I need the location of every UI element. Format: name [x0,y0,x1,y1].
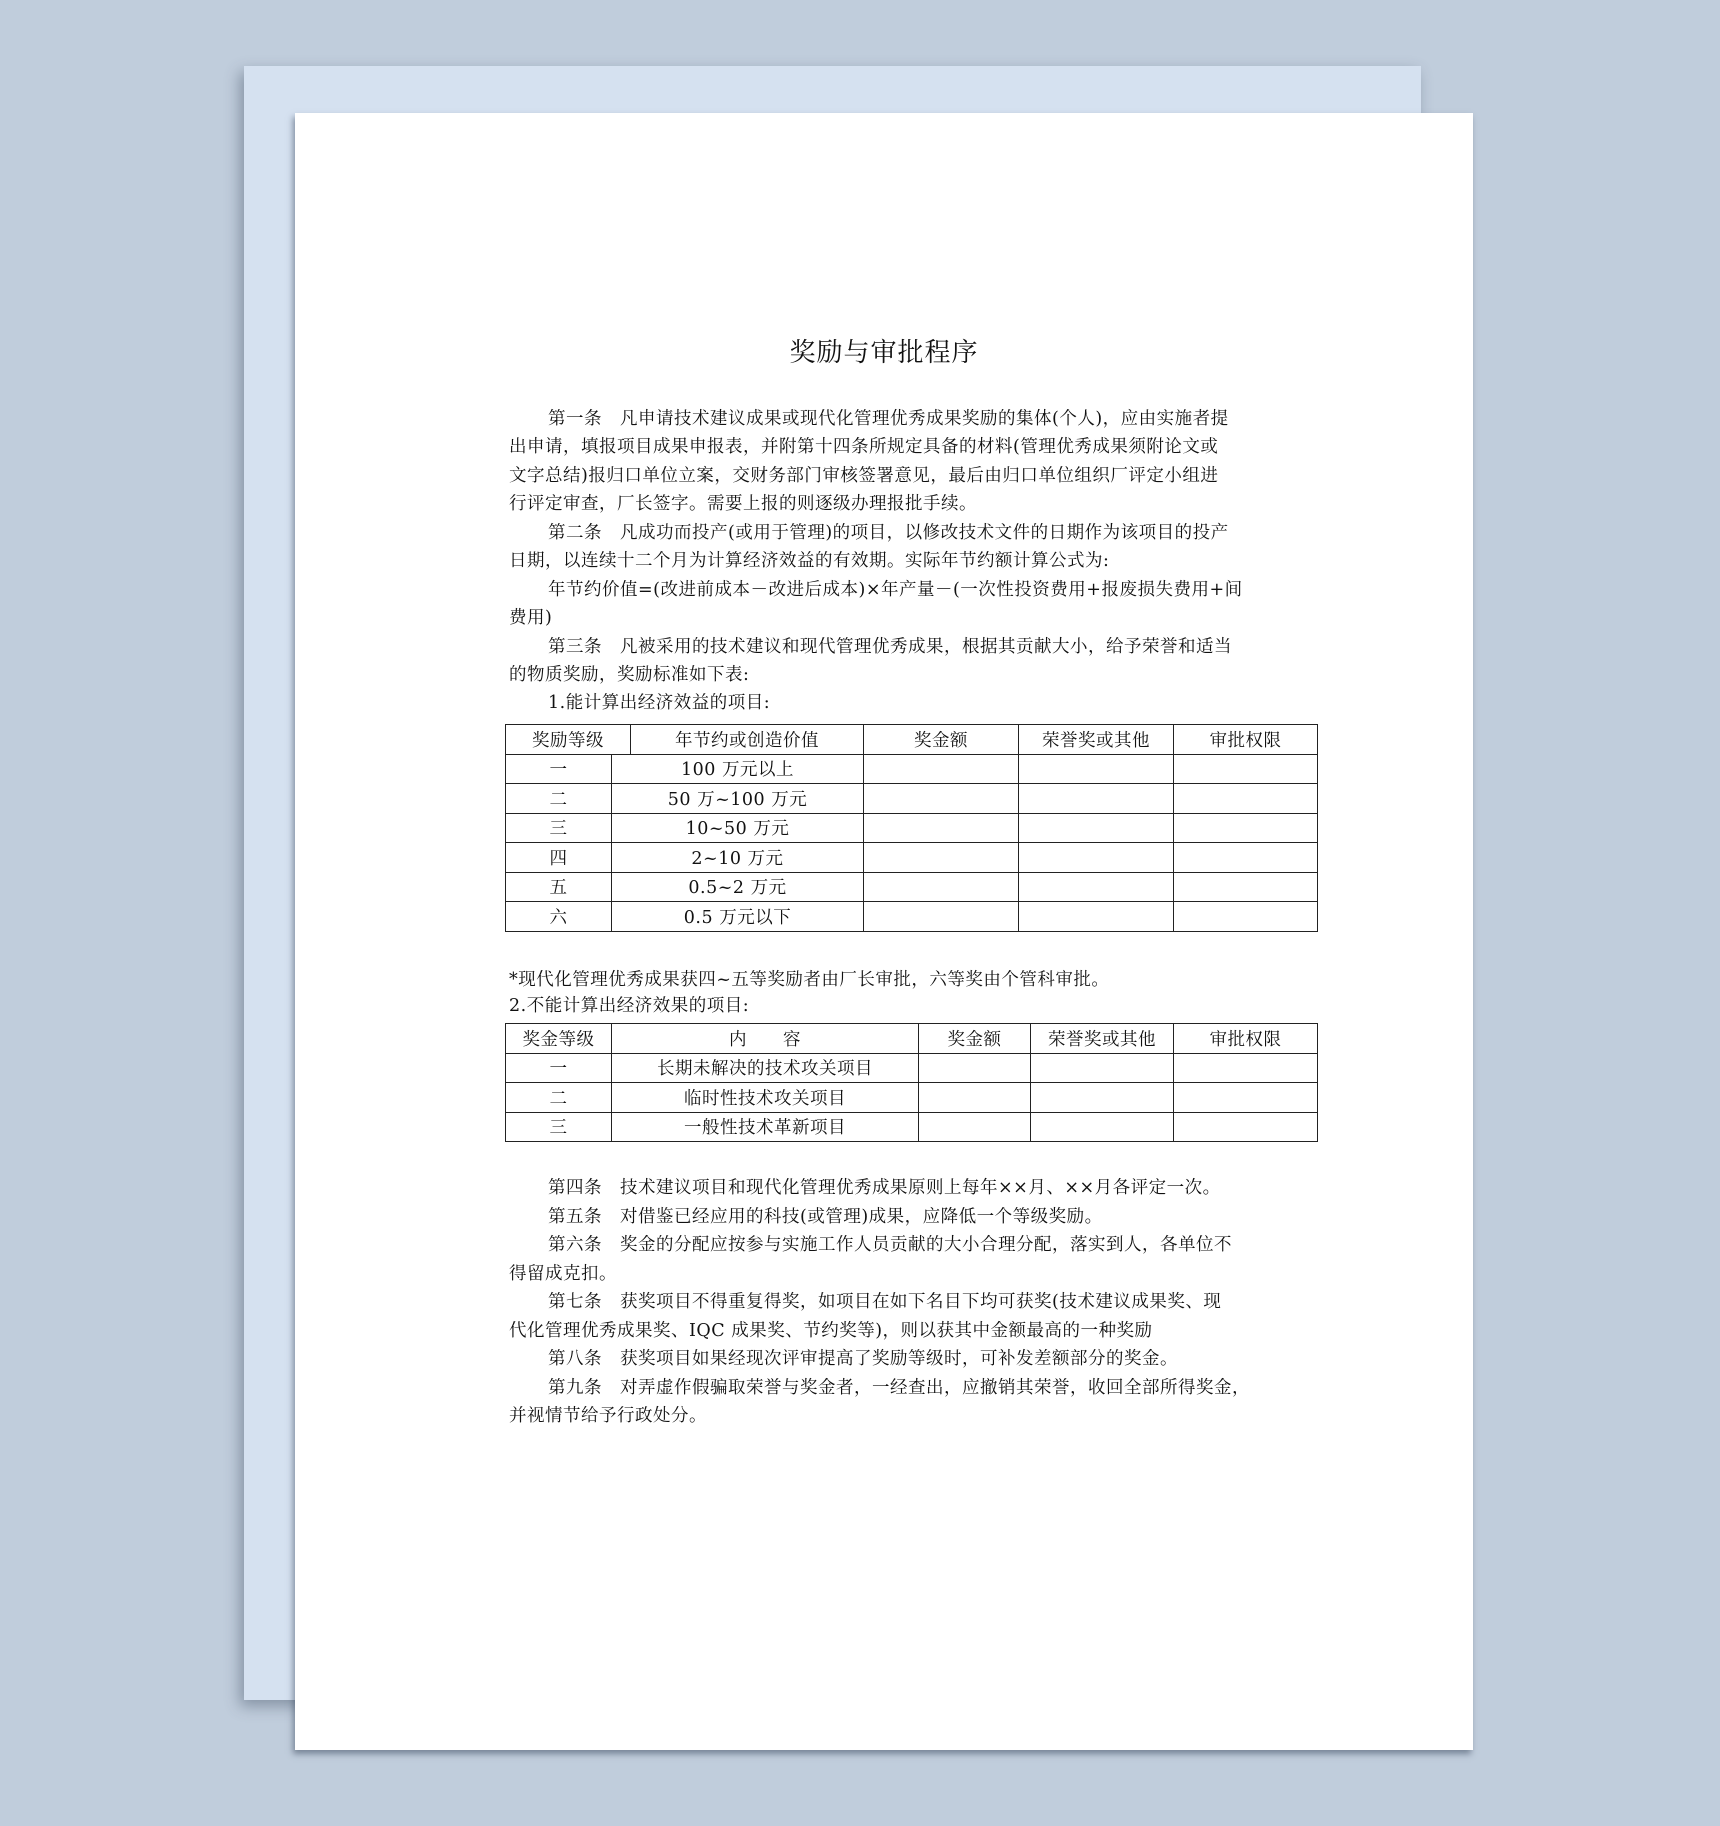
article-1-line-3: 文字总结)报归口单位立案，交财务部门审核签署意见，最后由归口单位组织厂评定小组进 [509,466,1219,486]
formula-line-2: 费用) [509,608,553,628]
honor-cell [1019,902,1174,932]
value-cell: 100 万元以上 [612,754,864,784]
article-1-line-4: 行评定审查，厂长签字。需要上报的则逐级办理报批手续。 [509,494,977,514]
article-2-line-2: 日期，以连续十二个月为计算经济效益的有效期。实际年节约额计算公式为: [509,551,1110,571]
authority-cell [1174,754,1318,784]
article-label: 第七条 [548,1292,602,1312]
level-cell: 三 [506,813,612,843]
value-cell: 0.5 万元以下 [612,902,864,932]
article-3-line-1 [548,635,1318,659]
header-cell: 审批权限 [1174,725,1318,755]
amount-cell [864,784,1019,814]
table-row [506,813,1318,843]
header-cell: 奖金额 [864,725,1019,755]
article-4-line-1 [548,1176,1318,1200]
header-cell: 内 容 [612,1024,919,1054]
article-text: 对借鉴已经应用的科技(或管理)成果，应降低一个等级奖励。 [620,1207,1103,1227]
amount-cell [864,902,1019,932]
article-6-line-1 [548,1233,1318,1257]
article-3-line-2: 的物质奖励，奖励标准如下表: [509,665,750,685]
article-text: 凡成功而投产(或用于管理)的项目，以修改技术文件的日期作为该项目的投产 [620,523,1229,543]
article-7-line-1 [548,1290,1318,1314]
table-row [506,1053,1318,1083]
table-row [506,902,1318,932]
article-8-line-1 [548,1347,1318,1371]
table-header-row [506,725,1318,755]
article-1-line-1 [548,407,1318,431]
honor-cell [1019,813,1174,843]
table-row [506,754,1318,784]
article-2-line-1 [548,521,1318,545]
honor-cell [1019,843,1174,873]
header-cell: 奖金额 [919,1024,1031,1054]
authority-cell [1174,784,1318,814]
article-label: 第一条 [548,409,602,429]
table-row [506,1083,1318,1113]
honor-cell [1031,1112,1174,1142]
amount-cell [864,872,1019,902]
honor-cell [1031,1083,1174,1113]
article-5-line-1 [548,1205,1318,1229]
document-page [295,113,1473,1750]
authority-cell [1174,902,1318,932]
authority-cell [1174,1083,1318,1113]
level-cell: 二 [506,1083,612,1113]
amount-cell [864,754,1019,784]
level-cell: 三 [506,1112,612,1142]
value-cell: 0.5~2 万元 [612,872,864,902]
level-cell: 二 [506,784,612,814]
amount-cell [919,1112,1031,1142]
table-row [506,843,1318,873]
content-cell: 一般性技术革新项目 [612,1112,919,1142]
authority-cell [1174,872,1318,902]
level-cell: 一 [506,754,612,784]
authority-cell [1174,1112,1318,1142]
amount-cell [919,1053,1031,1083]
section-2-heading: 2.不能计算出经济效果的项目: [509,996,750,1016]
level-cell: 六 [506,902,612,932]
value-cell: 10~50 万元 [612,813,864,843]
article-label: 第八条 [548,1349,602,1369]
article-label: 第四条 [548,1178,602,1198]
honor-cell [1019,784,1174,814]
authority-cell [1174,843,1318,873]
article-label: 第五条 [548,1207,602,1227]
article-label: 第九条 [548,1378,602,1398]
article-9-line-1 [548,1376,1318,1400]
article-text: 对弄虚作假骗取荣誉与奖金者，一经查出，应撤销其荣誉，收回全部所得奖金， [620,1378,1250,1398]
header-cell: 审批权限 [1174,1024,1318,1054]
value-cell: 50 万~100 万元 [612,784,864,814]
header-cell: 奖励等级 [506,725,631,755]
table-row [506,784,1318,814]
article-9-line-2: 并视情节给予行政处分。 [509,1406,707,1426]
level-cell: 一 [506,1053,612,1083]
table-header-row [506,1024,1318,1054]
formula-line-1: 年节约价值=(改进前成本－改进后成本)×年产量－(一次性投资费用+报废损失费用+间 [548,580,1243,600]
article-text: 获奖项目如果经现次评审提高了奖励等级时，可补发差额部分的奖金。 [620,1349,1178,1369]
table-row [506,1112,1318,1142]
authority-cell [1174,813,1318,843]
value-cell: 2~10 万元 [612,843,864,873]
content-cell: 长期未解决的技术攻关项目 [612,1053,919,1083]
section-1-heading: 1.能计算出经济效益的项目: [548,693,771,713]
table-row [506,872,1318,902]
article-7-line-2: 代化管理优秀成果奖、IQC 成果奖、节约奖等)，则以获其中金额最高的一种奖励 [509,1321,1153,1341]
article-text: 凡被采用的技术建议和现代管理优秀成果，根据其贡献大小，给予荣誉和适当 [620,637,1232,657]
header-cell: 荣誉奖或其他 [1019,725,1174,755]
header-cell: 奖金等级 [506,1024,612,1054]
article-1-line-2: 出申请，填报项目成果申报表，并附第十四条所规定具备的材料(管理优秀成果须附论文或 [509,437,1219,457]
article-6-line-2: 得留成克扣。 [509,1264,617,1284]
article-text: 凡申请技术建议成果或现代化管理优秀成果奖励的集体(个人)，应由实施者提 [620,409,1229,429]
document-title: 奖励与审批程序 [789,338,979,368]
reward-table-economic [505,724,1318,932]
level-cell: 五 [506,872,612,902]
content-cell: 临时性技术攻关项目 [612,1083,919,1113]
level-cell: 四 [506,843,612,873]
honor-cell [1031,1053,1174,1083]
header-cell: 年节约或创造价值 [631,725,864,755]
amount-cell [864,813,1019,843]
approval-note: *现代化管理优秀成果获四~五等奖励者由厂长审批，六等奖由个管科审批。 [509,970,1110,990]
article-label: 第二条 [548,523,602,543]
article-text: 技术建议项目和现代化管理优秀成果原则上每年××月、××月各评定一次。 [620,1178,1221,1198]
amount-cell [864,843,1019,873]
reward-table-non-economic [505,1023,1318,1142]
header-cell: 荣誉奖或其他 [1031,1024,1174,1054]
honor-cell [1019,754,1174,784]
article-label: 第三条 [548,637,602,657]
authority-cell [1174,1053,1318,1083]
amount-cell [919,1083,1031,1113]
article-text: 获奖项目不得重复得奖，如项目在如下名目下均可获奖(技术建议成果奖、现 [620,1292,1222,1312]
article-text: 奖金的分配应按参与实施工作人员贡献的大小合理分配，落实到人，各单位不 [620,1235,1232,1255]
honor-cell [1019,872,1174,902]
article-label: 第六条 [548,1235,602,1255]
